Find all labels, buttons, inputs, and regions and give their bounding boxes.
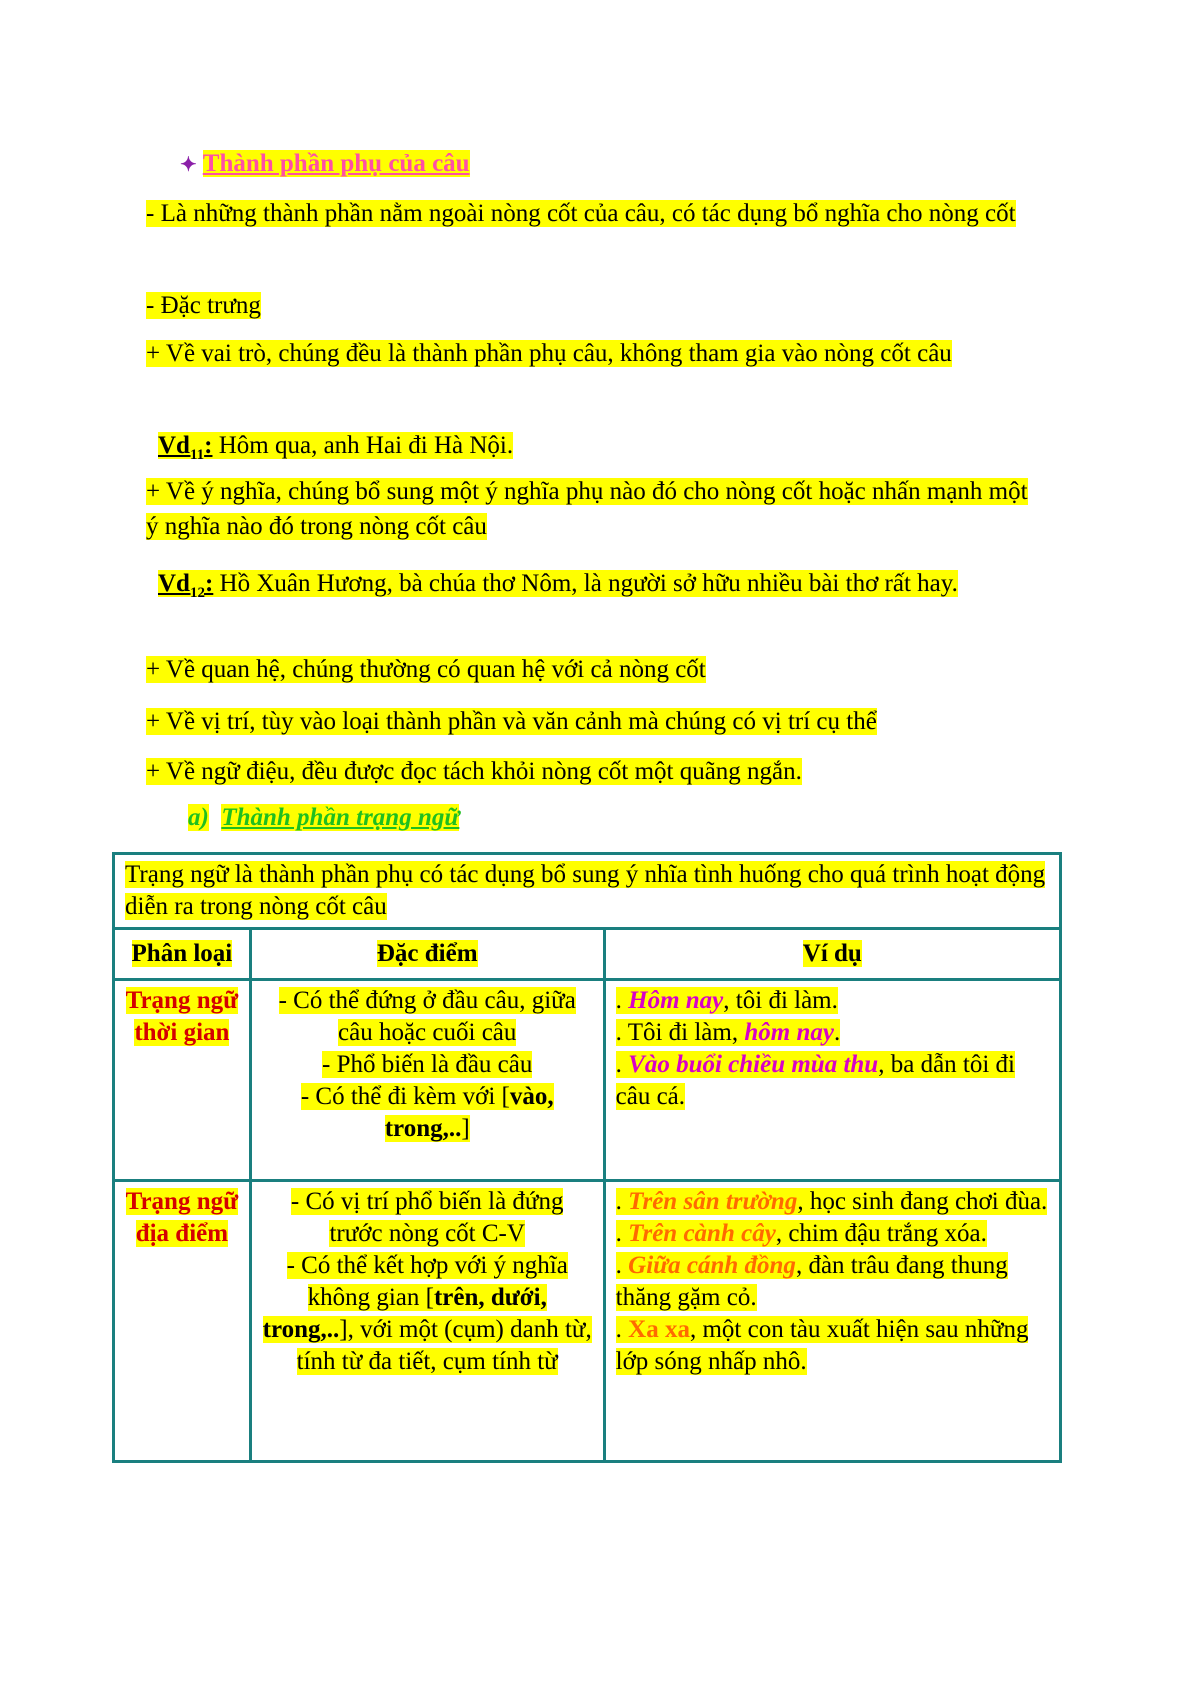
traits-line: - Đặc trưng [146,292,261,319]
table-header-row [114,929,1061,980]
table-intro: Trạng ngữ là thành phần phụ có tác dụng bổ sung ý nhĩa tình huống cho quá trình hoạt động diễn ra trong nòng cốt câu [114,854,1061,929]
example-1: $Vd_{11}$: Hôm qua, anh Hai đi Hà Nội. [158,432,514,463]
example-2: $Vd_{12}$: Hồ Xuân Hương, bà chúa thơ Nôm, là người sở hữu nhiều bài thơ rất hay. [158,570,958,601]
examples-time: . Hôm nay, tôi đi làm. . Tôi đi làm, hôm nay. . Vào buổi chiều mùa thu, ba dẫn tôi đi câu cá. [604,980,1060,1181]
meaning-line: + Về ý nghĩa, chúng bổ sung một ý nghĩa phụ nào đó cho nòng cốt hoặc nhấn mạnh một ý nghĩa nào đó trong nòng cốt câu [146,478,1028,540]
intonation-line: + Về ngữ điệu, đều được đọc tách khỏi nòng cốt một quãng ngắn. [146,758,802,785]
table-row [114,980,1061,1181]
features-time: - Có thể đứng ở đầu câu, giữa câu hoặc cuối câu - Phổ biến là đầu câu - Có thể đi kèm với [vào, trong,..] [250,980,604,1181]
category-place: Trạng ngữ địa điểm [114,1181,251,1462]
adverbial-table [112,852,1062,1463]
example-2-label: $Vd_{12}$: [158,570,214,601]
example-1-label: $Vd_{11}$: [158,432,213,463]
subsection-title: Thành phần trạng ngữ [221,804,460,831]
header-category: Phân loại [114,929,251,980]
relation-line: + Về quan hệ, chúng thường có quan hệ với cả nòng cốt [146,656,706,683]
table-intro-row [114,854,1061,929]
header-features: Đặc điểm [250,929,604,980]
header-examples: Ví dụ [604,929,1060,980]
bullet-icon: ✦ [180,154,197,176]
subsection-heading: a) Thành phần trạng ngữ [188,804,460,831]
definition-line: - Là những thành phần nằm ngoài nòng cốt của câu, có tác dụng bổ nghĩa cho nòng cốt [146,200,1016,227]
category-time: Trạng ngữ thời gian [114,980,251,1181]
role-line: + Về vai trò, chúng đều là thành phần phụ câu, không tham gia vào nòng cốt câu [146,340,952,367]
table-row [114,1181,1061,1462]
features-place: - Có vị trí phổ biến là đứng trước nòng cốt C-V - Có thể kết hợp với ý nghĩa không gian [trên, dưới, trong,..], với một (cụm) danh từ, tính từ đa tiết, cụm tính từ [250,1181,604,1462]
section-heading [180,146,470,183]
section-title: Thành phần phụ của câu [202,150,470,177]
position-line: + Về vị trí, tùy vào loại thành phần và văn cảnh mà chúng có vị trí cụ thể [146,708,877,735]
examples-place: . Trên sân trường, học sinh đang chơi đùa. . Trên cành cây, chim đậu trắng xóa. . Giữa cánh đồng, đàn trâu đang thung thăng gặm cỏ. . Xa xa, một con tàu xuất hiện sau những lớp sóng nhấp nhô. [604,1181,1060,1462]
